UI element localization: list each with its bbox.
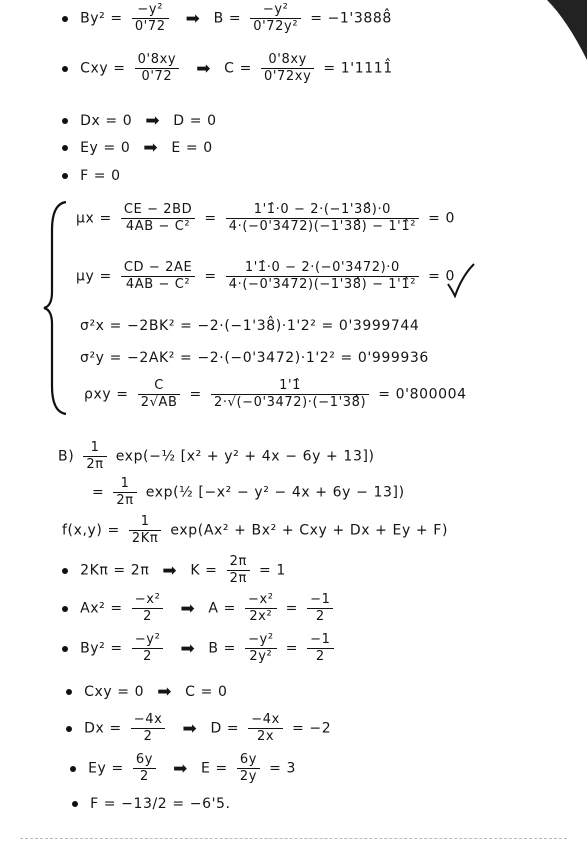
frac-num: 1 xyxy=(83,440,106,457)
frac xyxy=(121,260,195,293)
frac-num: 2π xyxy=(227,554,250,571)
eq-ax2-lhs: Ax² = xyxy=(80,600,123,617)
eq-dx xyxy=(62,111,217,131)
frac-num: 0'8xy xyxy=(135,52,180,69)
frac-num: −y² xyxy=(245,632,277,649)
frac-den: 4AB − C² xyxy=(125,219,191,234)
frac-num: −x² xyxy=(132,592,164,609)
frac-num: −1 xyxy=(307,632,333,649)
eq-rho-rhs: = 0'800004 xyxy=(378,386,467,403)
eq-dxb xyxy=(66,712,331,745)
eq-cxy-mid: C = xyxy=(224,60,252,77)
eq-cxyb-rhs: C = 0 xyxy=(185,684,228,700)
arrow-icon: ➡ xyxy=(182,718,198,739)
eq-muy xyxy=(76,260,455,293)
frac-den: 2π xyxy=(229,571,247,586)
eq-cxy-lhs: Cxy = xyxy=(80,60,126,77)
eq-rho xyxy=(84,378,467,411)
frac-den: 2 xyxy=(143,609,153,624)
frac-den: 4AB − C² xyxy=(125,277,191,292)
eq-eyb xyxy=(70,752,296,785)
frac xyxy=(226,260,419,293)
frac-den: 0'72y² xyxy=(253,19,299,34)
frac-den: 2π xyxy=(116,493,134,508)
frac-den: 0'72 xyxy=(141,69,173,84)
eq-mux-rhs: = 0 xyxy=(428,210,455,227)
eq-fb-text: F = −13/2 = −6'5. xyxy=(90,796,231,812)
eq-cxyb-lhs: Cxy = 0 xyxy=(84,684,145,700)
frac-den: 2y xyxy=(239,769,258,784)
eq-by2 xyxy=(62,2,392,35)
eq-muy-eq: = xyxy=(204,268,217,285)
eq-fxy-text: exp(Ax² + Bx² + Cxy + Dx + Ey + F) xyxy=(170,522,449,539)
frac-den: 4·(−0'3472)(−1'38̂) − 1'1̂² xyxy=(228,277,417,292)
eq-dx-lhs: Dx = 0 xyxy=(80,113,133,129)
frac xyxy=(307,632,333,665)
frac-den: 0'72xy xyxy=(263,69,312,84)
eq-k-mid: K = xyxy=(190,562,218,579)
eq-by2-lhs: By² = xyxy=(80,10,123,27)
frac-den: 2 xyxy=(315,609,325,624)
frac-num: 1'1̂·0 − 2·(−1'38̂)·0 xyxy=(226,202,419,219)
eq-fxy xyxy=(62,514,448,547)
frac-num: CE − 2BD xyxy=(121,202,195,219)
arrow-icon: ➡ xyxy=(145,111,161,131)
eq-dxb-lhs: Dx = xyxy=(84,720,122,737)
frac-num: −4x xyxy=(131,712,166,729)
frac xyxy=(135,52,180,85)
left-brace xyxy=(42,200,70,416)
frac-num: 6y xyxy=(133,752,156,769)
eq-sigma-y xyxy=(80,350,429,366)
eq-fxy-lhs: f(x,y) = xyxy=(62,522,120,539)
frac xyxy=(226,202,419,235)
eq-rho-eq: = xyxy=(189,386,202,403)
eq-mux-eq: = xyxy=(204,210,217,227)
eq-dxb-mid: D = xyxy=(210,720,240,737)
arrow-icon: ➡ xyxy=(196,58,212,79)
frac-num: 1 xyxy=(129,514,161,531)
page-bottom-edge xyxy=(20,838,567,839)
eq-eyb-lhs: Ey = xyxy=(88,760,124,777)
eq-dx-rhs: D = 0 xyxy=(173,113,217,129)
frac-num: CD − 2AE xyxy=(121,260,195,277)
arrow-icon: ➡ xyxy=(162,560,178,581)
eq-b-second-prefix: = xyxy=(92,484,105,501)
eq-by2-rhs: = −1'3888̂ xyxy=(310,10,392,27)
eq-b-intro xyxy=(58,440,375,473)
eq-by2b-mid: B = xyxy=(208,640,236,657)
frac xyxy=(307,592,333,625)
frac xyxy=(245,592,277,625)
eq-ey-rhs: E = 0 xyxy=(171,140,213,156)
frac-den: 2·√(−0'3472)·(−1'38̂) xyxy=(213,395,367,410)
frac-den: 4·(−0'3472)(−1'38̂) − 1'1̂² xyxy=(228,219,417,234)
frac xyxy=(132,2,169,35)
eq-by2b xyxy=(62,632,338,665)
eq-muy-rhs: = 0 xyxy=(428,268,455,285)
frac xyxy=(250,2,301,35)
eq-ax2 xyxy=(62,592,337,625)
frac-num: 0'8xy xyxy=(261,52,314,69)
frac-num: −y² xyxy=(132,2,169,19)
frac xyxy=(133,752,156,785)
frac xyxy=(121,202,195,235)
frac xyxy=(131,712,166,745)
frac-den: 2y² xyxy=(249,649,273,664)
eq-b-second-text: exp(½ [−x² − y² − 4x + 6y − 13]) xyxy=(145,484,405,501)
eq-fb xyxy=(72,796,231,812)
eq-f-lhs: F = 0 xyxy=(80,168,121,184)
frac xyxy=(83,440,106,473)
frac xyxy=(261,52,314,85)
section-label: B) xyxy=(58,448,75,465)
eq-mux-lhs: μx = xyxy=(76,210,112,227)
eq-ax2-mid: A = xyxy=(208,600,236,617)
frac-den: 2Kπ xyxy=(131,531,159,546)
eq-sigma-y-text: σ²y = −2AK² = −2·(−0'3472)·1'2² = 0'999936 xyxy=(80,350,429,366)
frac-den: 2π xyxy=(86,457,104,472)
arrow-icon: ➡ xyxy=(185,8,201,29)
frac-den: 2 xyxy=(143,649,153,664)
frac-num: 1 xyxy=(113,476,136,493)
eq-b-intro-text: exp(−½ [x² + y² + 4x − 6y + 13]) xyxy=(115,448,375,465)
frac xyxy=(211,378,369,411)
eq-rho-lhs: ρxy = xyxy=(84,386,129,403)
frac-den: 2 xyxy=(139,769,149,784)
frac xyxy=(138,378,181,411)
eq-k-lhs: 2Kπ = 2π xyxy=(80,562,150,579)
eq-b-second xyxy=(92,476,405,509)
eq-dxb-rhs: = −2 xyxy=(292,720,332,737)
eq-sigma-x xyxy=(80,318,419,334)
eq-by2b-lhs: By² = xyxy=(80,640,123,657)
eq-by2-mid: B = xyxy=(213,10,242,27)
eq-ey xyxy=(62,138,213,158)
frac-den: 2 xyxy=(143,729,153,744)
eq-k-rhs: = 1 xyxy=(258,562,286,579)
eq-eyb-mid: E = xyxy=(201,760,228,777)
eq-k xyxy=(62,554,286,587)
frac-num: −x² xyxy=(245,592,277,609)
eq-by2b-eq: = xyxy=(285,640,299,657)
frac-den: 0'72 xyxy=(134,19,166,34)
frac xyxy=(237,752,260,785)
eq-ey-lhs: Ey = 0 xyxy=(80,140,131,156)
frac-num: −4x xyxy=(248,712,283,729)
arrow-icon: ➡ xyxy=(180,638,196,659)
checkmark-icon xyxy=(446,262,476,298)
eq-f xyxy=(62,168,121,184)
frac xyxy=(129,514,161,547)
eq-sigma-x-text: σ²x = −2BK² = −2·(−1'38̂)·1'2² = 0'3999744 xyxy=(80,318,420,334)
frac-den: 2 xyxy=(315,649,325,664)
eq-eyb-rhs: = 3 xyxy=(269,760,297,777)
frac-num: −y² xyxy=(132,632,164,649)
frac-num: 1'1̂ xyxy=(211,378,369,395)
frac-num: −1 xyxy=(307,592,333,609)
eq-cxy-rhs: = 1'1111̂ xyxy=(323,60,393,77)
eq-cxy xyxy=(62,52,393,85)
arrow-icon: ➡ xyxy=(180,598,196,619)
frac xyxy=(132,592,164,625)
arrow-icon: ➡ xyxy=(157,682,173,702)
eq-muy-lhs: μy = xyxy=(76,268,112,285)
frac-den: 2x xyxy=(257,729,275,744)
arrow-icon: ➡ xyxy=(173,758,188,779)
frac-num: C xyxy=(138,378,181,395)
frac-num: 1'1̂·0 − 2·(−0'3472)·0 xyxy=(226,260,419,277)
page-edge-mark xyxy=(527,0,587,70)
frac xyxy=(132,632,164,665)
frac xyxy=(227,554,250,587)
eq-mux xyxy=(76,202,455,235)
frac-den: 2√AB xyxy=(140,395,178,410)
arrow-icon: ➡ xyxy=(143,138,159,158)
eq-cxyb xyxy=(66,682,227,702)
frac xyxy=(113,476,136,509)
frac-num: −y² xyxy=(250,2,301,19)
frac-num: 6y xyxy=(237,752,260,769)
frac-den: 2x² xyxy=(249,609,273,624)
eq-ax2-eq: = xyxy=(285,600,299,617)
frac xyxy=(248,712,283,745)
frac xyxy=(245,632,277,665)
